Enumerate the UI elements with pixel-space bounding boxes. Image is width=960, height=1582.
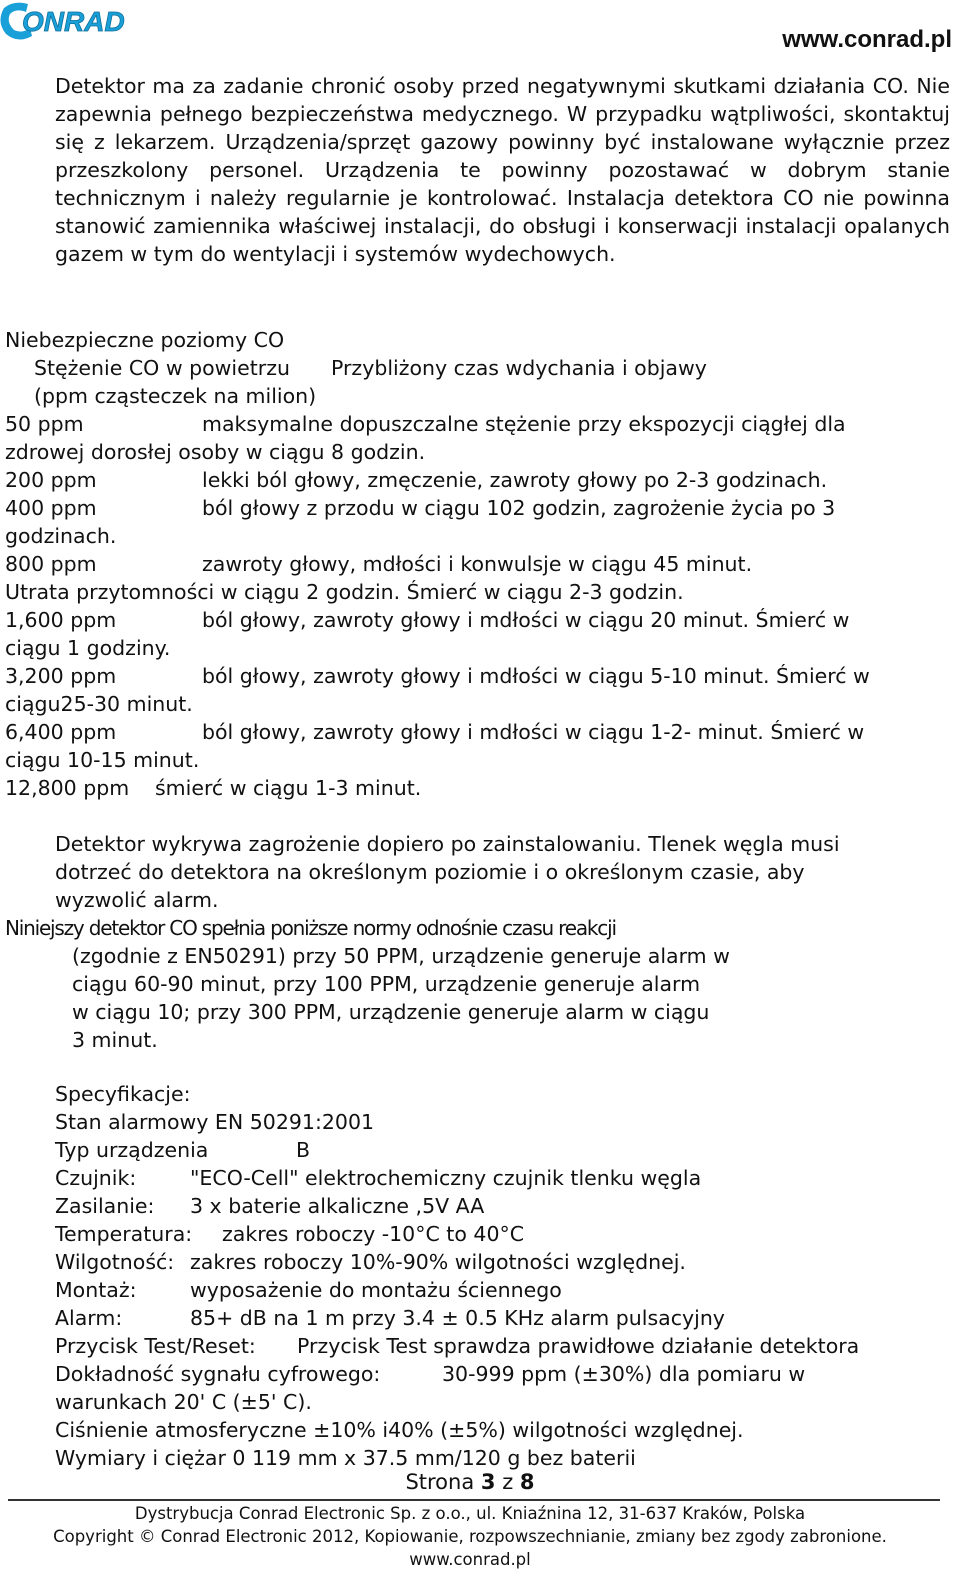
- level-row: [5, 410, 945, 438]
- pager-sep: z: [502, 1470, 514, 1494]
- level-ppm: 800 ppm: [5, 552, 97, 576]
- spec-label: warunkach 20' C (±5' C).: [55, 1390, 312, 1414]
- spec-value: 85+ dB na 1 m przy 3.4 ± 0.5 KHz alarm pulsacyjny: [190, 1306, 725, 1330]
- level-ppm: 1,600 ppm: [5, 608, 117, 632]
- detect-line: Detektor wykrywa zagrożenie dopiero po zainstalowaniu. Tlenek węgla musi: [55, 832, 840, 856]
- pager-total: 8: [519, 1470, 535, 1494]
- level-desc: maksymalne dopuszczalne stężenie przy ekspozycji ciągłej dla: [202, 412, 846, 436]
- specs-title: Specyfikacje:: [55, 1082, 191, 1106]
- norm-line: ciągu 60-90 minut, przy 100 PPM, urządzenie generuje alarm: [72, 972, 701, 996]
- level-row: [5, 662, 945, 690]
- detect-line: wyzwolić alarm.: [55, 888, 219, 912]
- spec-label: Stan alarmowy EN 50291:2001: [55, 1110, 375, 1134]
- norm-line: 3 minut.: [72, 1028, 158, 1052]
- intro-paragraph: Detektor ma za zadanie chronić osoby przed negatywnymi skutkami działania CO. Nie zapewnia pełnego bezpieczeństwa medycznego. W przypadku wątpliwości, skontaktuj się z lekarzem. Urządzenia/sprzęt gazowy powinny być instalowane wyłącznie przez przeszkolony personel. Urządzenia te powinny pozostawać w dobrym stanie technicznym i należy regularnie je kontrolować. Instalacja detektora CO nie powinna stanowić zamiennika właściwej instalacji, do obsługi i konserwacji instalacji opalanych gazem w tym do wentylacji i systemów wydechowych.: [55, 74, 950, 266]
- level-ppm: 3,200 ppm: [5, 664, 117, 688]
- level-ppm: 200 ppm: [5, 468, 97, 492]
- level-cont: ciągu25-30 minut.: [5, 692, 193, 716]
- spec-label: Alarm:: [55, 1306, 123, 1330]
- levels-col2-header: Przybliżony czas wdychania i objawy: [331, 356, 707, 380]
- footer-copyright: Copyright © Conrad Electronic 2012, Kopiowanie, rozpowszechnianie, zmiany bez zgody zabronione.: [53, 1527, 887, 1546]
- level-ppm: 400 ppm: [5, 496, 97, 520]
- spec-label: Wymiary i ciężar 0 119 mm x 37.5 mm/120 g bez baterii: [55, 1446, 636, 1470]
- level-ppm: 12,800 ppm: [5, 776, 130, 800]
- spec-label: Dokładność sygnału cyfrowego:: [55, 1362, 381, 1386]
- level-row: [5, 606, 945, 634]
- page-number: [0, 1470, 940, 1494]
- footer-divider: [8, 1499, 940, 1501]
- norm-title: Niniejszy detektor CO spełnia poniższe normy odnośnie czasu reakcji: [5, 916, 616, 940]
- level-ppm: 50 ppm: [5, 412, 84, 436]
- norm-line: w ciągu 10; przy 300 PPM, urządzenie generuje alarm w ciągu: [72, 1000, 710, 1024]
- conrad-logo: [0, 0, 160, 44]
- norm-line: (zgodnie z EN50291) przy 50 PPM, urządzenie generuje alarm w: [72, 944, 730, 968]
- level-desc: ból głowy, zawroty głowy i mdłości w ciągu 20 minut. Śmierć w: [202, 608, 850, 632]
- level-row: [5, 466, 945, 494]
- spec-label: Zasilanie:: [55, 1194, 155, 1218]
- spec-value: zakres roboczy 10%-90% wilgotności względnej.: [190, 1250, 686, 1274]
- spec-value: 3 x baterie alkaliczne ,5V AA: [190, 1194, 485, 1218]
- spec-label: Wilgotność:: [55, 1250, 175, 1274]
- footer-distributor: Dystrybucja Conrad Electronic Sp. z o.o., ul. Kniaźnina 12, 31-637 Kraków, Polska: [134, 1504, 806, 1523]
- intro-text: [55, 72, 950, 268]
- spec-label: Temperatura:: [55, 1222, 193, 1246]
- level-cont: Utrata przytomności w ciągu 2 godzin. Śmierć w ciągu 2-3 godzin.: [5, 580, 684, 604]
- levels-col1-header: Stężenie CO w powietrzu: [34, 356, 290, 380]
- levels-title: Niebezpieczne poziomy CO: [5, 328, 285, 352]
- spec-value: "ECO-Cell" elektrochemiczny czujnik tlenku węgla: [190, 1166, 702, 1190]
- footer-url: www.conrad.pl: [409, 1550, 531, 1569]
- level-ppm: 6,400 ppm: [5, 720, 117, 744]
- level-cont: ciągu 10-15 minut.: [5, 748, 200, 772]
- level-row: [5, 550, 945, 578]
- level-cont: godzinach.: [5, 524, 117, 548]
- pager-current: 3: [480, 1470, 496, 1494]
- spec-label: Montaż:: [55, 1278, 137, 1302]
- level-desc: lekki ból głowy, zmęczenie, zawroty głowy po 2-3 godzinach.: [202, 468, 828, 492]
- spec-value: 30-999 ppm (±30%) dla pomiaru w: [442, 1362, 806, 1386]
- level-row: [5, 718, 945, 746]
- level-row: [5, 774, 945, 802]
- spec-value: zakres roboczy -10°C to 40°C: [222, 1222, 525, 1246]
- spec-label: Ciśnienie atmosferyczne ±10% i40% (±5%) wilgotności względnej.: [55, 1418, 744, 1442]
- level-cont: zdrowej dorosłej osoby w ciągu 8 godzin.: [5, 440, 426, 464]
- level-desc: śmierć w ciągu 1-3 minut.: [155, 776, 422, 800]
- spec-label: Typ urządzenia: [55, 1138, 209, 1162]
- level-row: [5, 494, 945, 522]
- detect-line: dotrzeć do detektora na określonym poziomie i o określonym czasie, aby: [55, 860, 805, 884]
- level-desc: ból głowy, zawroty głowy i mdłości w ciągu 5-10 minut. Śmierć w: [202, 664, 870, 688]
- spec-label: Przycisk Test/Reset:: [55, 1334, 256, 1358]
- spec-value: Przycisk Test sprawdza prawidłowe działanie detektora: [297, 1334, 860, 1358]
- level-desc: ból głowy, zawroty głowy i mdłości w ciągu 1-2- minut. Śmierć w: [202, 720, 865, 744]
- spec-label: Czujnik:: [55, 1166, 137, 1190]
- spec-value: B: [296, 1138, 311, 1162]
- level-cont: ciągu 1 godziny.: [5, 636, 171, 660]
- level-desc: zawroty głowy, mdłości i konwulsje w ciągu 45 minut.: [202, 552, 753, 576]
- levels-col1-sub: (ppm cząsteczek na milion): [34, 384, 317, 408]
- spec-value: wyposażenie do montażu ściennego: [190, 1278, 562, 1302]
- level-desc: ból głowy z przodu w ciągu 102 godzin, zagrożenie życia po 3: [202, 496, 836, 520]
- svg-text:ONRAD: ONRAD: [22, 6, 125, 37]
- site-url: www.conrad.pl: [782, 26, 952, 53]
- pager-prefix: Strona: [405, 1470, 475, 1494]
